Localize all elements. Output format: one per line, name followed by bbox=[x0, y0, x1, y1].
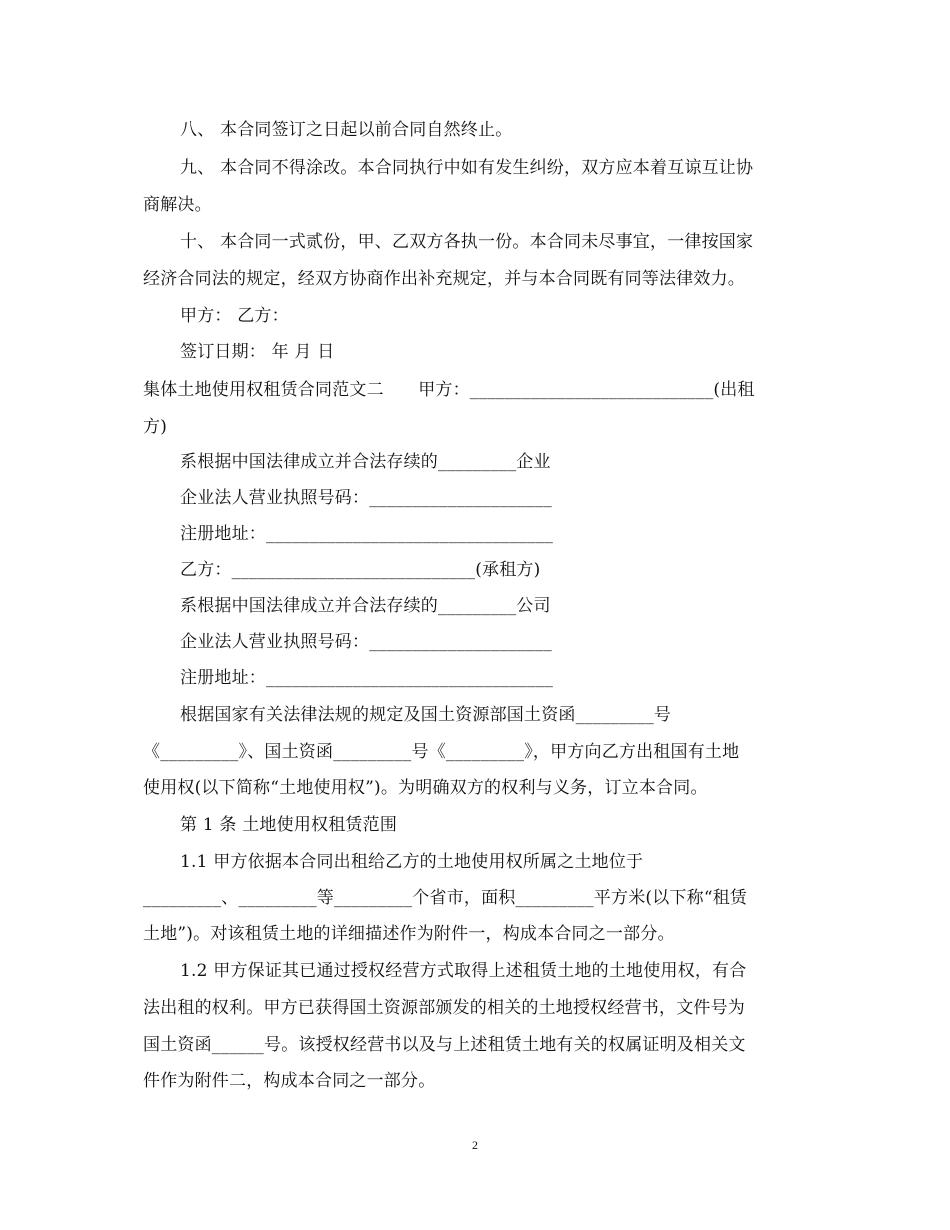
lessor-registered-address: 注册地址：_________________________________ bbox=[180, 524, 554, 544]
basis-line-2: 《_________》、国土资函_________号《_________》，甲方向乙方出租国有土地 bbox=[143, 742, 740, 762]
article-1-1-line-2: _________、_________等_________个省市，面积_________平方米(以下称“租赁 bbox=[143, 888, 748, 908]
article-1-2-line-3: 国土资函______号。该授权经营书以及与上述租赁土地有关的权属证明及相关文 bbox=[143, 1035, 746, 1055]
clause-8: 八、 本合同签订之日起以前合同自然终止。 bbox=[180, 120, 513, 140]
signing-date: 签订日期： 年 月 日 bbox=[180, 342, 335, 362]
contract-two-heading: 集体土地使用权租赁合同范文二 甲方：____________________________(出租 bbox=[143, 380, 755, 400]
article-1-1-line-3: 土地”)。对该租赁土地的详细描述作为附件一，构成本合同之一部分。 bbox=[143, 924, 675, 944]
clause-9-line-2: 商解决。 bbox=[143, 195, 212, 215]
article-1-2-line-2: 法出租的权利。甲方已获得国土资源部颁发的相关的土地授权经营书，文件号为 bbox=[143, 998, 745, 1018]
basis-line-3: 使用权(以下简称“土地使用权”)。为明确双方的权利与义务，订立本合同。 bbox=[143, 778, 708, 798]
signature-parties: 甲方： 乙方： bbox=[180, 306, 289, 326]
clause-10-line-2: 经济合同法的规定，经双方协商作出补充规定，并与本合同既有同等法律效力。 bbox=[143, 269, 745, 289]
basis-line-1: 根据国家有关法律法规的规定及国土资源部国土资函_________号 bbox=[180, 705, 672, 725]
lessee-registered-address: 注册地址：_________________________________ bbox=[180, 668, 554, 688]
lessor-license-number: 企业法人营业执照号码：_____________________ bbox=[180, 488, 552, 508]
page-number: 2 bbox=[472, 1138, 478, 1152]
article-1-2-line-4: 件作为附件二，构成本合同之一部分。 bbox=[143, 1071, 436, 1091]
clause-9-line-1: 九、 本合同不得涂改。本合同执行中如有发生纠纷，双方应本着互谅互让协 bbox=[180, 158, 754, 178]
article-1-heading: 第 1 条 土地使用权租赁范围 bbox=[180, 815, 398, 835]
lessor-legal-status: 系根据中国法律成立并合法存续的_________企业 bbox=[180, 452, 551, 472]
article-1-2-line-1: 1.2 甲方保证其已通过授权经营方式取得上述租赁土地的土地使用权，有合 bbox=[180, 961, 747, 981]
lessee-license-number: 企业法人营业执照号码：_____________________ bbox=[180, 632, 552, 652]
lessee-name: 乙方：____________________________(承租方) bbox=[180, 560, 541, 580]
lessee-legal-status: 系根据中国法律成立并合法存续的_________公司 bbox=[180, 596, 551, 616]
article-1-1-line-1: 1.1 甲方依据本合同出租给乙方的土地使用权所属之土地位于 bbox=[180, 852, 644, 872]
contract-two-heading-continuation: 方) bbox=[143, 417, 168, 437]
clause-10-line-1: 十、 本合同一式贰份，甲、乙双方各执一份。本合同未尽事宜，一律按国家 bbox=[180, 232, 754, 252]
